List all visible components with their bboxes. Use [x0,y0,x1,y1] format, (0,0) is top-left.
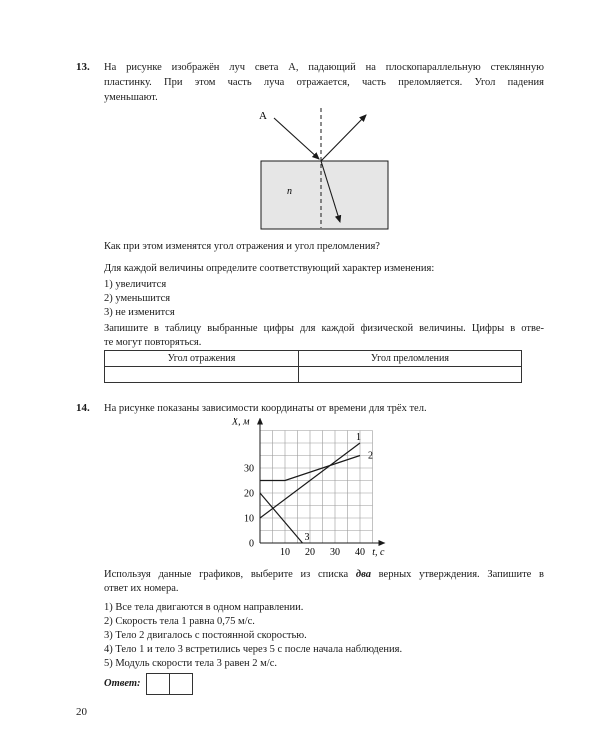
x-tick-label: 30 [330,547,340,558]
q14-intro: На рисунке показаны зависимости координаты от времени для трёх тел. [104,403,427,414]
q13-option-3: 3) не изменится [104,307,175,318]
series-label-3: 3 [304,532,310,543]
y-tick-label: 10 [244,513,254,525]
table-header-reflection: Угол отражения [105,351,299,367]
answer-cell-refraction[interactable] [298,367,521,383]
y-tick-label: 30 [244,463,254,475]
q14-statement-2: 2) Скорость тела 1 равна 0,75 м/с. [104,616,255,627]
y-tick-label: 0 [249,538,254,550]
y-axis-label: X, м [232,418,250,428]
q13-option-1: 1) увеличится [104,279,167,290]
q13-intro-line-2: пластинку. При этом часть луча отражается, часть преломляется. Угол падения [104,77,544,88]
answer-box-2[interactable] [169,673,193,695]
emphasis-word: два [355,569,371,580]
q13-table-instruction-2: те могут повторяться. [104,337,202,348]
q13-table-instruction-1: Запишите в таблицу выбранные цифры для каждой физической величины. Цифры в отве- [104,323,544,334]
x-tick-label: 20 [305,547,315,558]
page-number: 20 [76,706,87,718]
x-tick-label: 10 [280,547,290,558]
incident-ray [274,118,319,159]
q14-number: 14. [76,402,90,414]
chart-labels [231,418,385,558]
series-label-2: 2 [368,450,373,462]
q13-intro-line-3: уменьшают. [104,92,158,103]
q13-option-2: 2) уменьшится [104,293,171,304]
x-axis-label: t, с [372,547,385,558]
q13-answer-table [104,350,522,383]
q13-figure [250,104,400,234]
q14-instruction-2: ответ их номера. [104,583,179,594]
q14-statement-4: 4) Тело 1 и тело 3 встретились через 5 с после начала наблюдения. [104,644,403,655]
answer-cell-reflection[interactable] [105,367,299,383]
q14-chart [220,418,420,563]
x-tick-label: 40 [355,547,365,558]
series-label-1: 1 [356,432,361,443]
q13-question: Как при этом изменятся угол отражения и угол преломления? [104,241,380,252]
ray-label: A [259,110,267,122]
q13-intro-line-1: На рисунке изображён луч света А, падающий на плоскопараллельную стеклянную [104,62,544,73]
q13-number: 13. [76,61,90,73]
chart-grid [260,431,373,544]
y-tick-label: 20 [244,488,254,500]
table-header-refraction: Угол преломления [298,351,521,367]
q13-instruction: Для каждой величины определите соответствующий характер изменения: [104,263,435,274]
medium-label: n [287,186,292,197]
q14-statement-3: 3) Тело 2 двигалось с постоянной скоростью. [104,630,307,641]
reflected-ray [321,115,366,161]
answer-box-1[interactable] [146,673,170,695]
q14-instruction-1: Используя данные графиков, выберите из списка два верных утверждения. Запишите в [104,569,544,580]
q14-statement-5: 5) Модуль скорости тела 3 равен 2 м/с. [104,658,277,669]
q14-answer-label: Ответ: [104,678,141,689]
q14-statement-1: 1) Все тела двигаются в одном направлении. [104,602,304,613]
